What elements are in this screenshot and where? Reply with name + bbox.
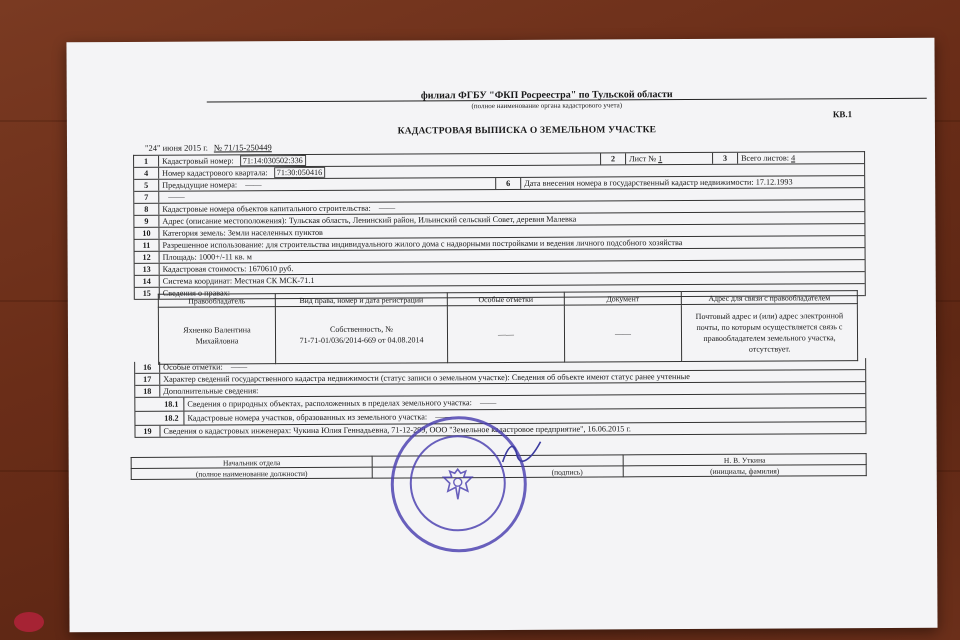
cadastral-engineers-text: Сведения о кадастровых инженерах: Чукина Юлия Геннадьевна, 71-12-299, ООО "Земельное кадастровое предприятие", 16.06.2015 г. [163,424,631,436]
special-marks-value: —— [230,362,248,372]
right-type: Собственность, № [330,324,393,334]
row-number: 7 [134,192,159,203]
land-category-text: Категория земель: Земли населенных пунктов [162,227,323,238]
form-code: КВ.1 [832,109,853,120]
row-number: 4 [134,168,159,179]
right-type-cell [275,306,447,364]
right-notes: —— [447,305,564,363]
right-contact-address: Почтовый адрес и (или) адрес электронной почты, по которым осуществляется связь с правообладателем земельного участка, отсутствует. [681,304,857,362]
right-registration: 71-71-01/036/2014-669 от 04.08.2014 [299,335,424,346]
document-date: "24" июня 2015 г. [144,142,208,153]
rights-header: Правообладатель [158,294,275,308]
quarter-number-label: Номер кадастрового квартала: [162,168,268,178]
address-text: Адрес (описание местоположения): Тульская область, Ленинский район, Ильинский сельский Совет, деревня Малевка [162,214,577,226]
position-caption: (полное наименование должности) [131,467,372,479]
eagle-emblem-icon [442,467,474,501]
rights-header: Адрес для связи с правообладателем [681,291,857,305]
signature-scribble-icon [499,438,545,468]
signer-name: Н. В. Уткина [623,454,866,466]
rights-table [158,290,858,365]
row-number: 1 [134,156,159,167]
row-number: 18 [135,386,160,397]
quarter-number-value: 71:30:050416 [274,167,326,178]
row-number: 6 [496,178,521,189]
derived-parcels-label: Кадастровые номера участков, образованных из земельного участка: [187,412,428,423]
sheet-value: 1 [658,154,663,164]
previous-numbers-cell [159,178,496,191]
registration-date-value: 17.12.1993 [755,177,793,187]
record-status-text: Характер сведений государственного кадастра недвижимости (статус записи о земельном участке): Сведения об объекте имеют статус ранее учтенные [163,372,690,384]
row-number: 11 [134,240,159,251]
right-document: —— [564,305,681,363]
signature-caption: (подпись) [372,466,623,478]
sheet-label: Лист № [629,154,657,164]
row-7-value: —— [168,192,185,202]
capital-objects-value: —— [378,203,396,213]
cadastral-number-cell [159,153,601,166]
natural-objects-label: Сведения о природных объектах, расположенных в пределах земельного участка: [187,398,472,409]
name-caption: (инициалы, фамилия) [623,465,866,477]
cadastral-value-text: Кадастровая стоимость: 1670610 руб. [162,264,294,274]
signer-position: Начальник отдела [131,456,372,468]
previous-numbers-value: —— [245,180,262,190]
rights-header: Особые отметки [447,292,564,306]
row-number: 8 [134,204,159,215]
stamp-inner-ring [410,435,507,532]
document-number: № 71/15-250449 [213,142,272,153]
additional-info-label: Дополнительные сведения: [163,386,259,396]
organization-caption: (полное наименование органа кадастрового учета) [471,101,623,111]
permitted-use-text: Разрешенное использование: для строительства индивидуального жилого дома с надворными постройками и ведения личного подсобного хозяйства [162,238,683,250]
previous-numbers-label: Предыдущие номера: [162,180,238,190]
rights-header: Документ [564,292,681,306]
total-sheets-label: Всего листов: [741,153,790,163]
main-table-bottom [134,358,866,438]
area-text: Площадь: 1000+/-11 кв. м [162,252,252,262]
row-number: 2 [601,153,626,164]
coordinate-system-text: Система координат: Местная СК МСК-71.1 [162,275,315,286]
right-holder: Яхненко Валентина Михайловна [158,307,275,365]
red-ink-blot [14,612,44,632]
rights-label: Сведения о правах: [162,288,231,298]
total-sheets-value: 4 [791,153,796,163]
row-number: 14 [135,276,160,287]
row-number: 13 [135,264,160,275]
row-number: 10 [134,228,159,239]
cadastral-extract-document [66,38,937,633]
natural-objects-value: —— [479,398,497,408]
row-number: 5 [134,180,159,191]
main-table-top [133,151,866,300]
row-number: 9 [134,216,159,227]
registration-date-label: Дата внесения номера в государственный кадастр недвижимости: [524,177,754,188]
row-number: 18.1 [159,398,184,411]
row-number: 15 [135,288,160,299]
cadastral-number-value: 71:14:030502:336 [240,155,306,166]
sheet-cell [626,153,713,164]
date-line [145,142,272,153]
registration-date-cell [521,176,864,189]
row-number: 17 [135,374,160,385]
cadastral-number-label: Кадастровый номер: [162,156,234,166]
row-number: 12 [135,252,160,263]
rights-header: Вид права, номер и дата регистрации [275,293,447,307]
official-stamp [390,416,527,553]
row-number: 18.2 [159,412,184,425]
row-number: 19 [135,426,160,437]
row-number: 3 [713,153,738,164]
capital-objects-label: Кадастровые номера объектов капитального строительства: [162,203,371,214]
special-marks-label: Особые отметки: [163,362,223,372]
document-title: КАДАСТРОВАЯ ВЫПИСКА О ЗЕМЕЛЬНОМ УЧАСТКЕ [397,125,657,137]
derived-parcels-value: —— [435,412,452,422]
row-number: 16 [135,362,160,373]
organization-name: филиал ФГБУ "ФКП Росреестра" по Тульской области [420,89,673,102]
total-sheets-cell [738,152,864,164]
